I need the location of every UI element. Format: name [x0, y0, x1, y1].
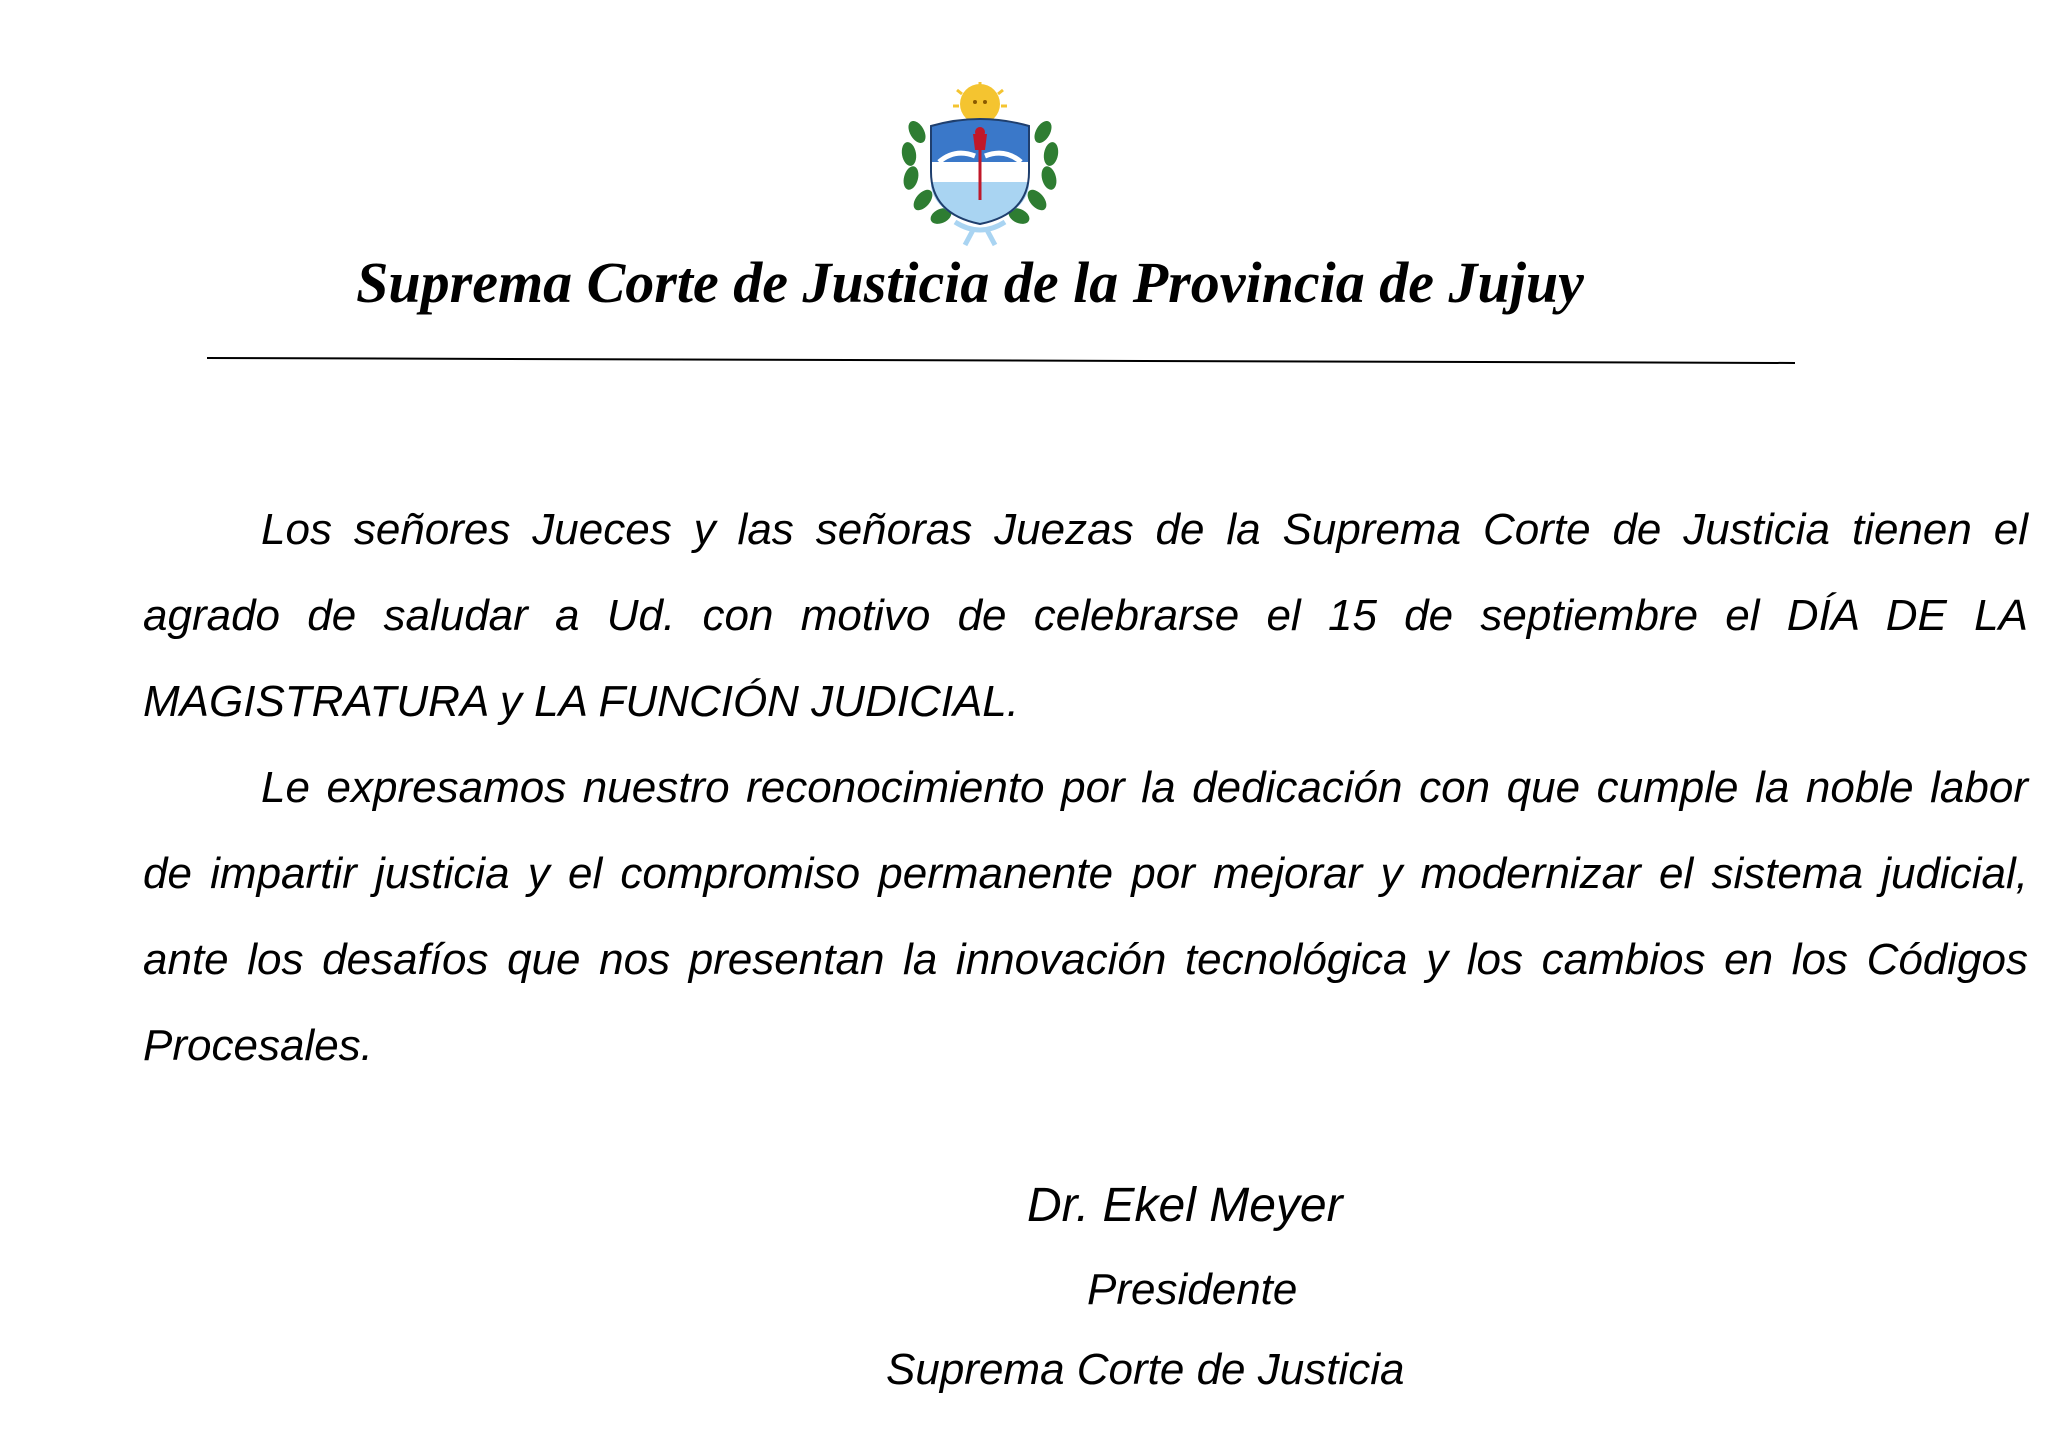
letter-body	[143, 487, 2028, 1089]
coat-of-arms-icon	[895, 82, 1065, 247]
sun-icon	[953, 82, 1007, 124]
ribbon-icon	[955, 222, 1005, 245]
paragraph-greeting: Los señores Jueces y las señoras Juezas de la Suprema Corte de Justicia tienen el agrado de saludar a Ud. con motivo de celebrarse el 15 de septiembre el DÍA DE LA MAGISTRATURA y LA FUNCIÓN JUDICIAL.	[143, 505, 2028, 726]
institution-heading: Suprema Corte de Justicia de la Provincia de Jujuy	[356, 250, 1584, 315]
header-divider	[207, 357, 1795, 364]
shield-icon	[931, 119, 1029, 224]
paragraph-recognition: Le expresamos nuestro reconocimiento por la dedicación con que cumple la noble labor de impartir justicia y el compromiso permanente por mejorar y modernizar el sistema judicial, ante los desafíos que nos presentan la innovación tecnológica y los cambios en los Códigos Procesales.	[143, 763, 2028, 1070]
signatory-title: Presidente	[1087, 1265, 1298, 1314]
signatory-organization: Suprema Corte de Justicia	[886, 1345, 1405, 1394]
signatory-name: Dr. Ekel Meyer	[1027, 1179, 1343, 1232]
